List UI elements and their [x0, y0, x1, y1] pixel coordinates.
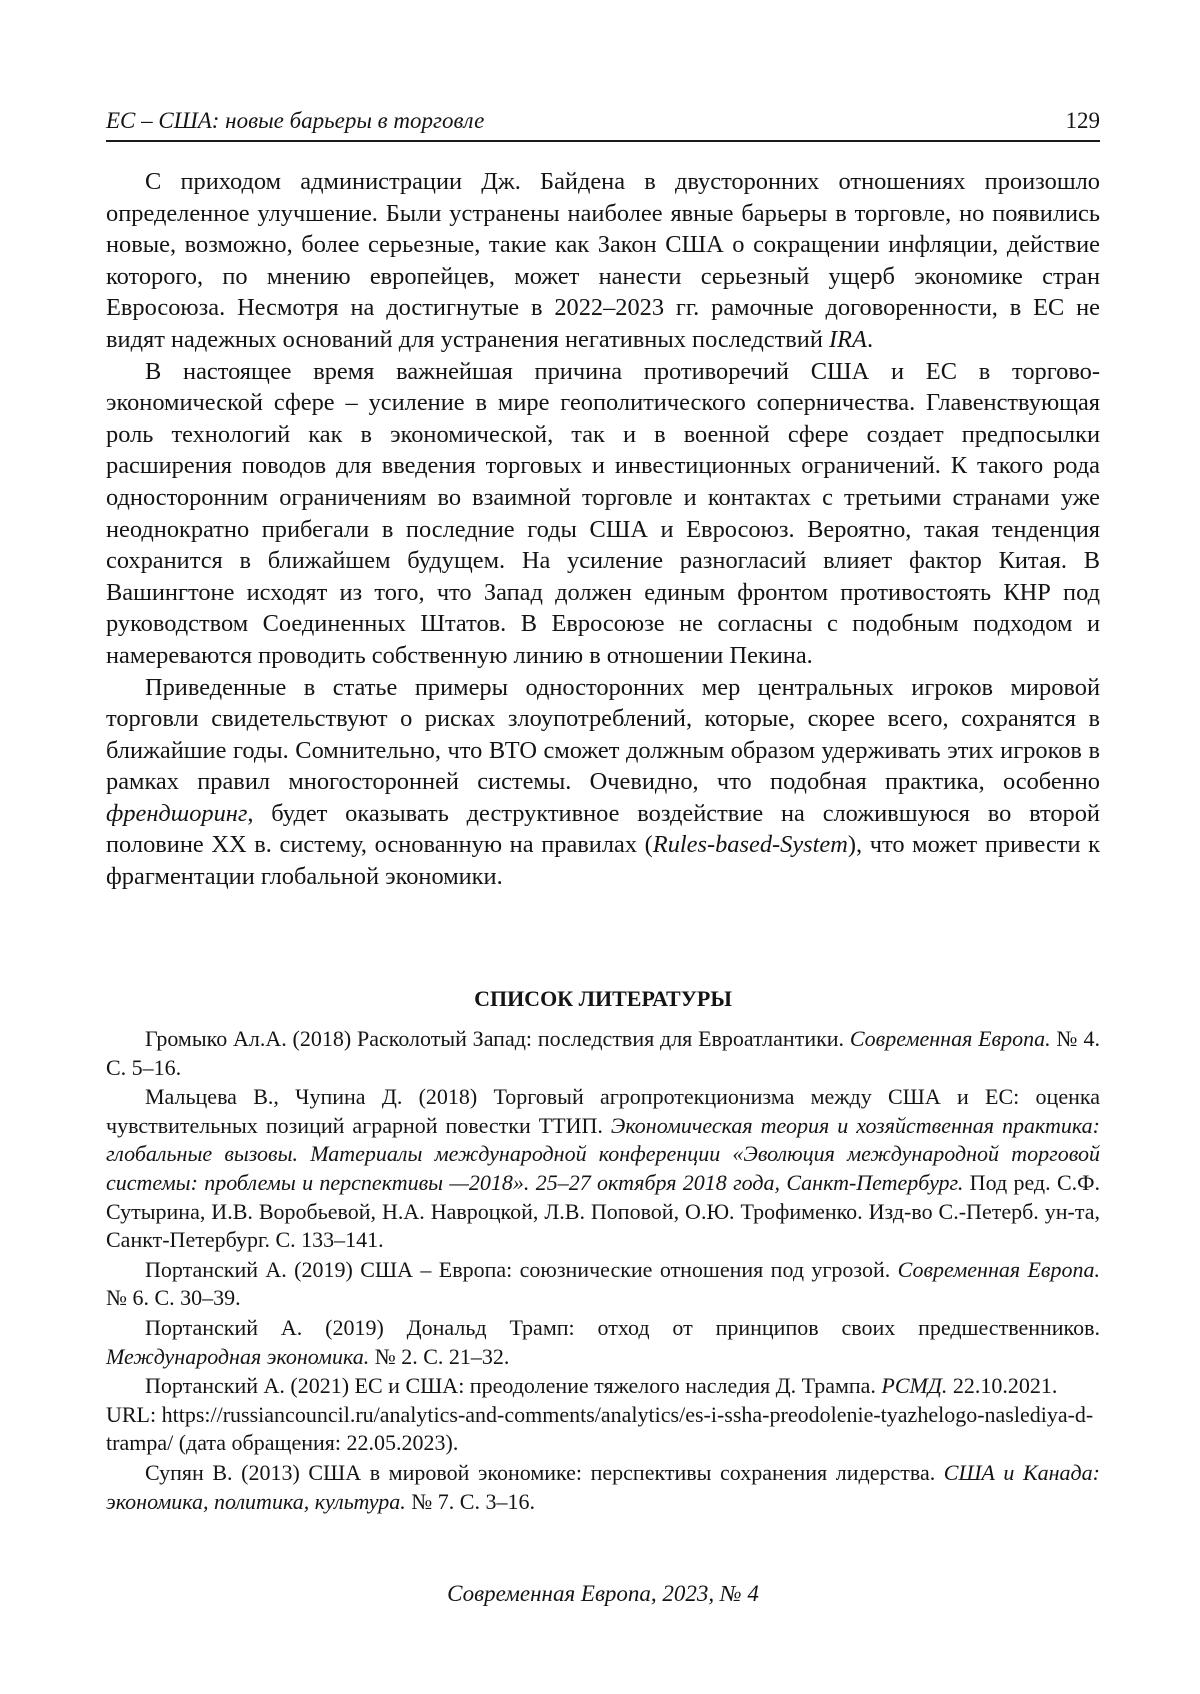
paragraph-biden-administration	[106, 166, 1100, 356]
reference-text: Под ред. С.Ф. Сутырина, И.В. Воробьевой, Н.А. Навроцкой, Л.В. Поповой, О.Ю. Трофименко. Изд-во С.-Петерб. ун-та, Санкт-Петербург. С. 133–141.	[106, 1169, 1101, 1253]
reference-text: Супян В. (2013) США в мировой экономике: перспективы сохранения лидерства.	[145, 1459, 944, 1485]
emphasis-friendshoring: френдшоринг	[106, 799, 248, 827]
paragraph-conclusion	[106, 672, 1100, 893]
reference-text: Громыко Ал.А. (2018) Расколотый Запад: последствия для Евроатлантики.	[145, 1026, 850, 1051]
reference-text: № 6. С. 30–39.	[106, 1285, 241, 1311]
emphasis-rules-based-system: Rules-based-System	[652, 831, 848, 859]
reference-source: США и Канада: экономика, политика, культура.	[106, 1459, 1100, 1514]
paragraph-geopolitical-rivalry: В настоящее время важнейшая причина противоречий США и ЕС в торгово-экономической сфере – усиление в мире геополитического соперничества. Главенствующая роль технологий как в экономической, так и в военной сфере создает предпосылки расширения поводов для введения торговых и инвестиционных ограничений. К такого рода односторонним ограничениям во взаимной торговле и контактах с третьими странами уже неоднократно прибегали в последние годы США и Евросоюз. Вероятно, такая тенденция сохранится в ближайшем будущем. На усиление разногласий влияет фактор Китая. В Вашингтоне исходят из того, что Запад должен единым фронтом противостоять КНР под руководством Соединенных Штатов. В Евросоюзе не согласны с подобным подходом и намереваются проводить собственную линию в отношении Пекина.	[106, 357, 1100, 669]
page-number: 129	[1065, 108, 1100, 133]
running-footer: Современная Европа, 2023, № 4	[447, 1581, 759, 1606]
paragraph-text: С приходом администрации Дж. Байдена в двусторонних отношениях произошло определенное улучшение. Были устранены наиболее явные барьеры в торговле, но появились новые, возможно, более серьезные, такие как Закон США о сокращении инфляции, действие которого, по мнению европейцев, может нанести серьезный ущерб экономике стран Евросоюза. Несмотря на достигнутые в 2022–2023 гг. рамочные договоренности, в ЕС не видят надежных оснований для устранения негативных последствий	[106, 168, 1100, 353]
reference-source: Экономическая теория и хозяйственная практика: глобальные вызовы. Материалы международной конференции «Эволюция международной торговой системы: проблемы и перспективы —2018». 25–27 октября 2018 года, Санкт-Петербург.	[106, 1112, 1100, 1195]
reference-item-maltseva	[106, 1083, 1100, 1255]
article-body	[106, 166, 1100, 893]
reference-list	[106, 1025, 1100, 1517]
reference-item-portansky-2019a	[106, 1256, 1100, 1313]
reference-text: Портанский А. (2019) США – Европа: союзнические отношения под угрозой.	[145, 1256, 898, 1282]
reference-item-supyan	[106, 1459, 1100, 1516]
references-heading: СПИСОК ЛИТЕРАТУРЫ	[474, 986, 732, 1011]
paragraph-text: .	[866, 325, 874, 353]
reference-text: № 2. С. 21–32.	[369, 1343, 510, 1369]
reference-item-portansky-2021	[106, 1372, 1100, 1458]
emphasis-ira: IRA	[829, 325, 867, 353]
running-header	[106, 104, 1100, 142]
reference-text: № 4. С. 5–16.	[106, 1026, 1100, 1080]
reference-item-gromyko	[106, 1025, 1100, 1082]
paragraph-text: , будет оказывать деструктивное воздействие на сложившуюся во второй половине XX в. систему, основанную на правилах (	[106, 799, 1100, 859]
reference-source: Современная Европа.	[897, 1256, 1100, 1282]
reference-source: Современная Европа.	[849, 1026, 1051, 1051]
reference-source: Международная экономика.	[106, 1343, 370, 1369]
reference-url-text: 22.10.2021. URL: https://russiancouncil.ru/analytics-and-comments/analytics/es-i-ssha-preodolenie-tyazhelogo-naslediya-d-trampa/ (дата обращения: 22.05.2023).	[106, 1373, 1094, 1456]
reference-text: Портанский А. (2019) Дональд Трамп: отход от принципов своих предшественников.	[145, 1314, 1100, 1340]
reference-text: Портанский А. (2021) ЕС и США: преодоление тяжелого наследия Д. Трампа.	[145, 1373, 882, 1399]
paragraph-text: Приведенные в статье примеры односторонних мер центральных игроков мировой торговли свидетельствуют о рисках злоупотреблений, которые, скорее всего, сохранятся в ближайшие годы. Сомнительно, что ВТО сможет должным образом удерживать этих игроков в рамках правил многосторонней системы. Очевидно, что подобная практика, особенно	[106, 673, 1100, 796]
reference-source: РСМД.	[881, 1373, 948, 1399]
paragraph-text: ), что может привести к фрагментации глобальной экономики.	[106, 831, 1100, 891]
reference-item-portansky-2019b	[106, 1314, 1100, 1371]
reference-text: № 7. С. 3–16.	[405, 1488, 535, 1514]
running-title: ЕС – США: новые барьеры в торговле	[106, 108, 485, 133]
reference-text: Мальцева В., Чупина Д. (2018) Торговый агропротекционизма между США и ЕС: оценка чувствительных позиций аграрной повестки ТТИП.	[106, 1084, 1100, 1138]
